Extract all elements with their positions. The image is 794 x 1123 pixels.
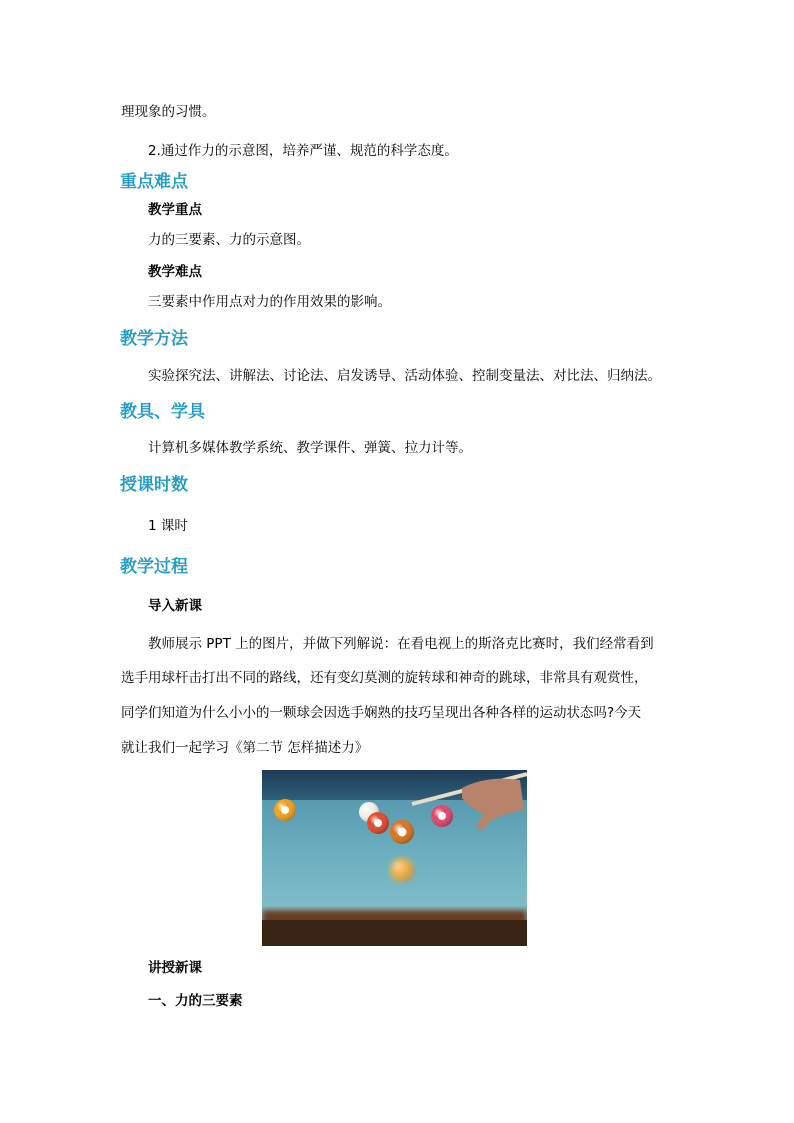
key-points-text: 力的三要素、力的示意图。 [148, 232, 310, 248]
teach-label: 讲授新课 [148, 960, 202, 976]
hours-text: 1 课时 [148, 518, 188, 534]
intro-line-3: 同学们知道为什么小小的一颗球会因选手娴熟的技巧呈现出各种各样的运动状态吗?今天 [121, 705, 642, 721]
key-points-label: 教学重点 [148, 202, 202, 218]
heading-key-difficult: 重点难点 [120, 172, 188, 192]
methods-text: 实验探究法、讲解法、讨论法、启发诱导、活动体验、控制变量法、对比法、归纳法。 [148, 368, 661, 384]
difficult-points-text: 三要素中作用点对力的作用效果的影响。 [148, 294, 391, 310]
intro-line-1: 教师展示 PPT 上的图片，并做下列解说：在看电视上的斯洛克比赛时，我们经常看到 [148, 636, 654, 652]
intro-label: 导入新课 [148, 598, 202, 614]
paragraph-2: 2.通过作力的示意图，培养严谨、规范的科学态度。 [148, 143, 458, 159]
difficult-points-label: 教学难点 [148, 264, 202, 280]
heading-process: 教学过程 [120, 557, 188, 577]
intro-line-2: 选手用球杆击打出不同的路线，还有变幻莫测的旋转球和神奇的跳球，非常具有观赏性， [121, 670, 648, 686]
ball-red [367, 812, 389, 834]
paragraph-1: 理现象的习惯。 [121, 104, 216, 120]
intro-line-4: 就让我们一起学习《第二节 怎样描述力》 [121, 740, 369, 756]
tools-text: 计算机多媒体教学系统、教学课件、弹簧、拉力计等。 [148, 440, 472, 456]
section-1-title: 一、力的三要素 [148, 993, 243, 1009]
ball-orange [390, 820, 414, 844]
ball-yellow-far [274, 799, 296, 821]
heading-hours: 授课时数 [120, 475, 188, 495]
billiards-photo [262, 770, 527, 946]
ball-pink [431, 805, 453, 827]
heading-tools: 教具、学具 [120, 402, 205, 422]
heading-methods: 教学方法 [120, 329, 188, 349]
ball-yellow-near [390, 858, 414, 882]
